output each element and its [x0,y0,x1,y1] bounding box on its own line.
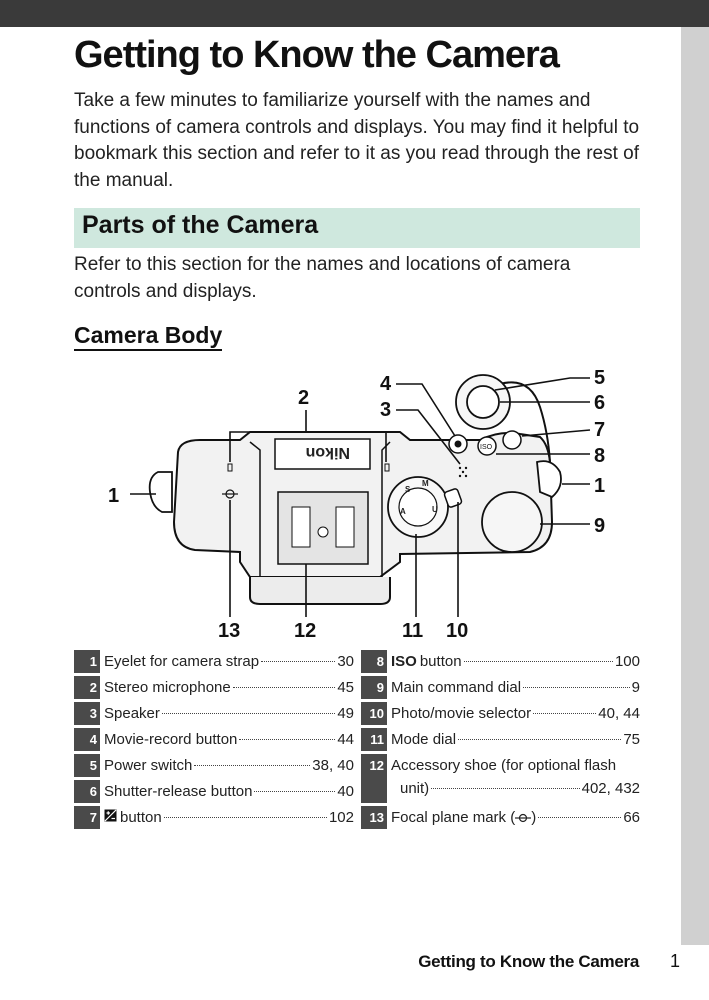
item-label: Focal plane mark ( [391,809,516,826]
lens-mount [250,577,390,604]
callout-1-right: 1 [594,475,606,497]
callout-7: 7 [594,419,606,441]
focal-plane-icon [515,813,531,823]
item-label: Power switch [104,757,193,774]
item-label: button [120,809,162,826]
callout-1-left: 1 [108,485,120,507]
parts-list-left [74,650,354,832]
top-bar [0,0,709,27]
item-number: 9 [361,676,387,699]
list-item [361,676,640,699]
callout-2: 2 [298,387,310,409]
callout-3: 3 [380,399,392,421]
camera-body-diagram [100,362,620,647]
item-page[interactable]: 44 [337,731,354,748]
exposure-comp-button [503,431,521,449]
list-item [74,676,354,699]
svg-text:U: U [432,505,438,514]
page-title: Getting to Know the Camera [74,34,559,76]
item-label-continued: unit) [400,780,430,797]
list-item [361,702,640,725]
section-intro: Refer to this section for the names and locations of camera controls and displays. [74,254,571,302]
parts-list-right [361,650,640,832]
item-label: Photo/movie selector [391,705,532,722]
callout-13: 13 [218,620,241,642]
callout-6: 6 [594,392,606,414]
svg-text:ISO: ISO [480,444,493,451]
list-item [74,702,354,725]
list-item [361,754,640,803]
item-label: Movie-record button [104,731,238,748]
list-item [361,650,640,673]
item-page[interactable]: 45 [337,679,354,696]
item-page[interactable]: 30 [337,653,354,670]
item-number: 12 [361,754,387,803]
callout-10: 10 [446,620,469,642]
item-label-end: ) [531,809,537,826]
brand-label: Nikon [305,444,350,461]
item-page[interactable]: 38, 40 [312,757,354,774]
section-header [74,208,640,248]
section-title: Parts of the Camera [82,211,319,239]
item-number: 2 [74,676,100,699]
item-label: Stereo microphone [104,679,231,696]
page-number: 1 [670,951,681,971]
item-page[interactable]: 40, 44 [598,705,640,722]
shutter-release [467,386,499,418]
intro-paragraph: Take a few minutes to familiarize yourself with the names and functions of camera controls and displays. You may find it helpful to bookmark this section and refer to it as you read through the rest of the manual. [74,90,640,191]
item-number: 13 [361,806,387,829]
main-command-dial [482,492,542,552]
iso-label: ISO [391,653,417,670]
item-page[interactable]: 100 [614,653,640,670]
item-number: 7 [74,806,100,829]
callout-11: 11 [402,620,424,642]
svg-text:S: S [405,485,411,494]
item-page[interactable]: 102 [328,809,354,826]
item-page[interactable]: 75 [623,731,640,748]
svg-text:M: M [422,479,429,488]
exposure-compensation-icon [104,809,117,822]
item-label: Eyelet for camera strap [104,653,260,670]
list-item [74,650,354,673]
callout-12: 12 [294,620,317,642]
item-label: Mode dial [391,731,457,748]
item-page[interactable]: 402, 432 [581,780,640,797]
list-item [74,806,354,829]
item-page[interactable]: 49 [337,705,354,722]
subsection-title: Camera Body [74,322,222,351]
item-number: 3 [74,702,100,725]
item-number: 11 [361,728,387,751]
list-item [361,806,640,829]
list-item [74,780,354,803]
item-number: 4 [74,728,100,751]
item-number: 10 [361,702,387,725]
callout-5: 5 [594,367,606,389]
callout-8: 8 [594,445,606,467]
item-label: Main command dial [391,679,522,696]
list-item [361,728,640,751]
item-page[interactable]: 66 [623,809,640,826]
item-label: Shutter-release button [104,783,253,800]
item-label: button [419,653,462,670]
item-number: 6 [74,780,100,803]
item-label: Accessory shoe (for optional flash [391,757,617,774]
item-page[interactable]: 40 [337,783,354,800]
item-label: Speaker [104,705,160,722]
item-number: 1 [74,650,100,673]
running-footer-title: Getting to Know the Camera [418,952,639,971]
right-strap-eyelet [537,461,561,497]
list-item [74,754,354,777]
callout-4: 4 [380,373,392,395]
svg-text:A: A [400,507,406,516]
list-item [74,728,354,751]
side-tab [681,27,709,945]
callout-9: 9 [594,515,606,537]
left-strap-eyelet [150,472,172,512]
item-number: 5 [74,754,100,777]
item-page[interactable]: 9 [631,679,640,696]
item-number: 8 [361,650,387,673]
